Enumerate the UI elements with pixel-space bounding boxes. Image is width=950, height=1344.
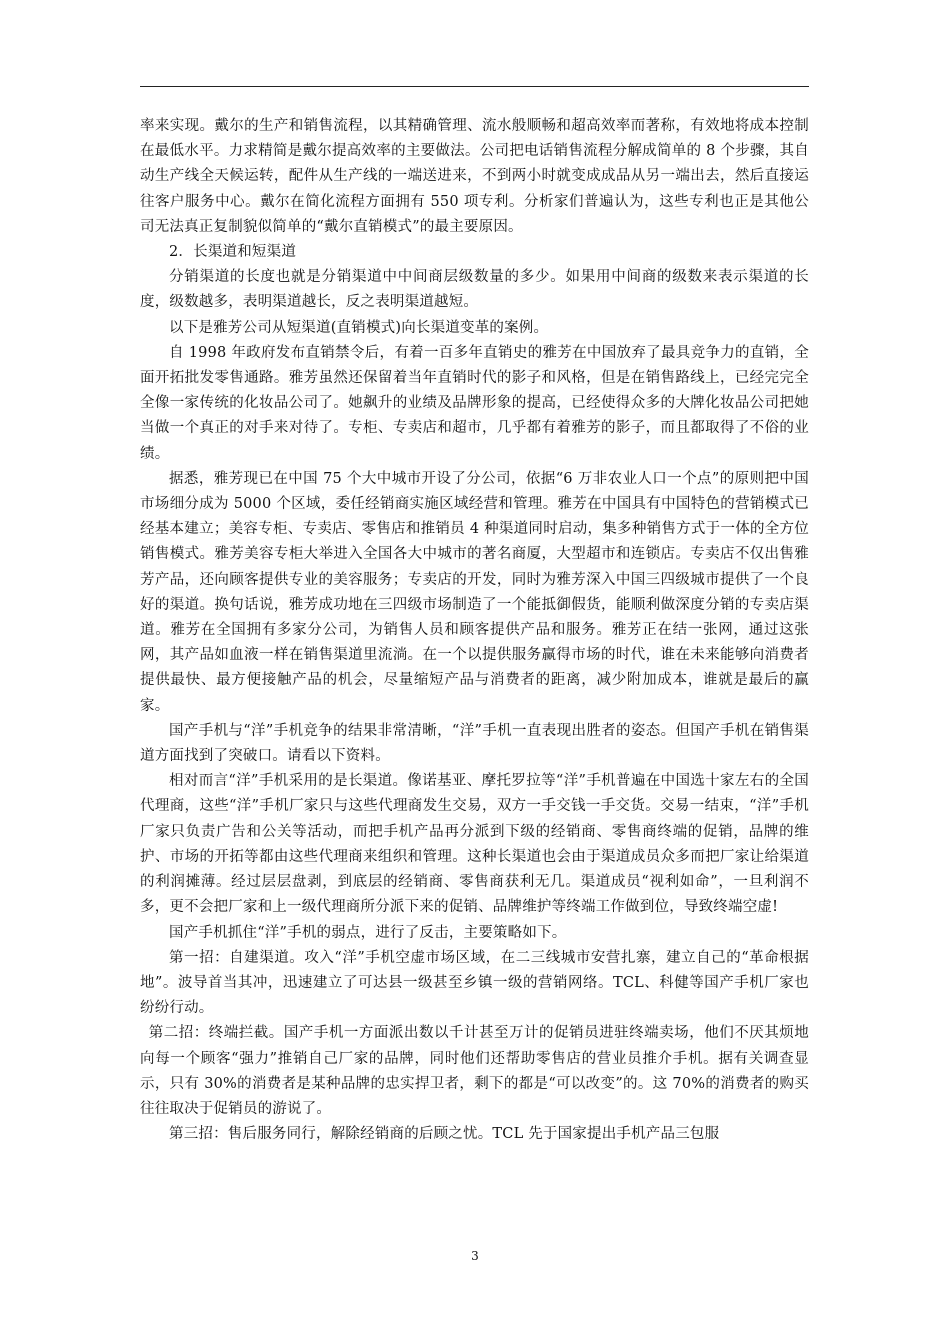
paragraph-avon-direct-sales-ban: 自 1998 年政府发布直销禁令后，有着一百多年直销史的雅芳在中国放弃了最具竞争力的直销，全面开拓批发零售通路。雅芳虽然还保留着当年直销时代的影子和风格，但是在销售路线上，已经完完全全像一家传统的化妆品公司了。她飙升的业绩及品牌形象的提高，已经使得众多的大牌化妆品公司把她当做一个真正的对手来对待了。专柜、专卖店和超市，几乎都有着雅芳的影子，而且都取得了不俗的业绩。: [140, 344, 809, 462]
page-number: 3: [471, 1249, 479, 1263]
paragraph-strategy-one: 第一招：自建渠道。攻入“洋”手机空虚市场区域，在二三线城市安营扎寨，建立自己的“革命根据地”。波导首当其冲，迅速建立了可达县一级甚至乡镇一级的营销网络。TCL、科健等国产手机厂家也纷纷行动。: [140, 949, 809, 1017]
paragraph-avon-channels: 据悉，雅芳现已在中国 75 个大中城市开设了分公司，依据“6 万非农业人口一个点”的原则把中国市场细分成为 5000 个区域，委任经销商实施区域经营和管理。雅芳在中国具有中国特色的营销模式已经基本建立；美容专柜、专卖店、零售店和推销员 4 种渠道同时启动，集多种销售方式于一体的全方位销售模式。雅芳美容专柜大举进入全国各大中城市的著名商厦，大型超市和连锁店。专卖店不仅出售雅芳产品，还向顾客提供专业的美容服务；专卖店的开发，同时为雅芳深入中国三四级城市提供了一个良好的渠道。换句话说，雅芳成功地在三四级市场制造了一个能抵御假货，能顺利做深度分销的专卖店渠道。雅芳在全国拥有多家分公司，为销售人员和顾客提供产品和服务。雅芳正在结一张网，通过这张网，其产品如血液一样在销售渠道里流淌。在一个以提供服务赢得市场的时代，谁在未来能够向消费者提供最快、最方便接触产品的机会，尽量缩短产品与消费者的距离，减少附加成本，谁就是最后的赢家。: [140, 470, 809, 714]
paragraph-foreign-phones-long-channel: 相对而言“洋”手机采用的是长渠道。像诺基亚、摩托罗拉等“洋”手机普遍在中国选十家左右的全国代理商，这些“洋”手机厂家只与这些代理商发生交易，双方一手交钱一手交货。交易一结束，“洋”手机厂家只负责广告和公关等活动，而把手机产品再分派到下级的经销商、零售商终端的促销，品牌的维护、市场的开拓等都由这些代理商来组织和管理。这种长渠道也会由于渠道成员众多而把厂家让给渠道的利润摊薄。经过层层盘剥，到底层的经销商、零售商获利无几。渠道成员“视利如命”，一旦利润不多，更不会把厂家和上一级代理商所分派下来的促销、品牌维护等终端工作做到位，导致终端空虚!: [140, 773, 809, 916]
paragraph-channel-length-definition: 分销渠道的长度也就是分销渠道中中间商层级数量的多少。如果用中间商的级数来表示渠道的长度，级数越多，表明渠道越长，反之表明渠道越短。: [140, 269, 809, 311]
paragraph-strategy-two: 第二招：终端拦截。国产手机一方面派出数以千计甚至万计的促销员进驻终端卖场，他们不厌其烦地向每一个顾客“强力”推销自己厂家的品牌，同时他们还帮助零售店的营业员推介手机。据有关调查显示，只有 30%的消费者是某种品牌的忠实捍卫者，剩下的都是“可以改变”的。这 70%的消费者的购买往往取决于促销员的游说了。: [140, 1025, 809, 1117]
paragraph-strategy-three: 第三招：售后服务同行，解除经销商的后顾之忧。TCL 先于国家提出手机产品三包服: [169, 1126, 720, 1143]
header-rule: [140, 86, 809, 87]
document-body: [140, 114, 809, 1147]
paragraph-domestic-phones-intro: 国产手机与“洋”手机竞争的结果非常清晰，“洋”手机一直表现出胜者的姿态。但国产手机在销售渠道方面找到了突破口。请看以下资料。: [140, 722, 809, 765]
paragraph-avon-case-intro: 以下是雅芳公司从短渠道(直销模式)向长渠道变革的案例。: [169, 319, 549, 336]
paragraph-domestic-phones-strategy: 国产手机抓住“洋”手机的弱点，进行了反击，主要策略如下。: [169, 924, 567, 941]
section-heading-channel-length: 2．长渠道和短渠道: [169, 244, 297, 261]
paragraph-dell-process: 率来实现。戴尔的生产和销售流程，以其精确管理、流水般顺畅和超高效率而著称，有效地将成本控制在最低水平。力求精简是戴尔提高效率的主要做法。公司把电话销售流程分解成简单的 8 个步骤，其自动生产线全天候运转，配件从生产线的一端送进来，不到两小时就变成成品从另一端出去，然后直接运往客户服务中心。戴尔在简化流程方面拥有 550 项专利。分析家们普遍认为，这些专利也正是其他公司无法真正复制貌似简单的“戴尔直销模式”的最主要原因。: [140, 118, 809, 235]
